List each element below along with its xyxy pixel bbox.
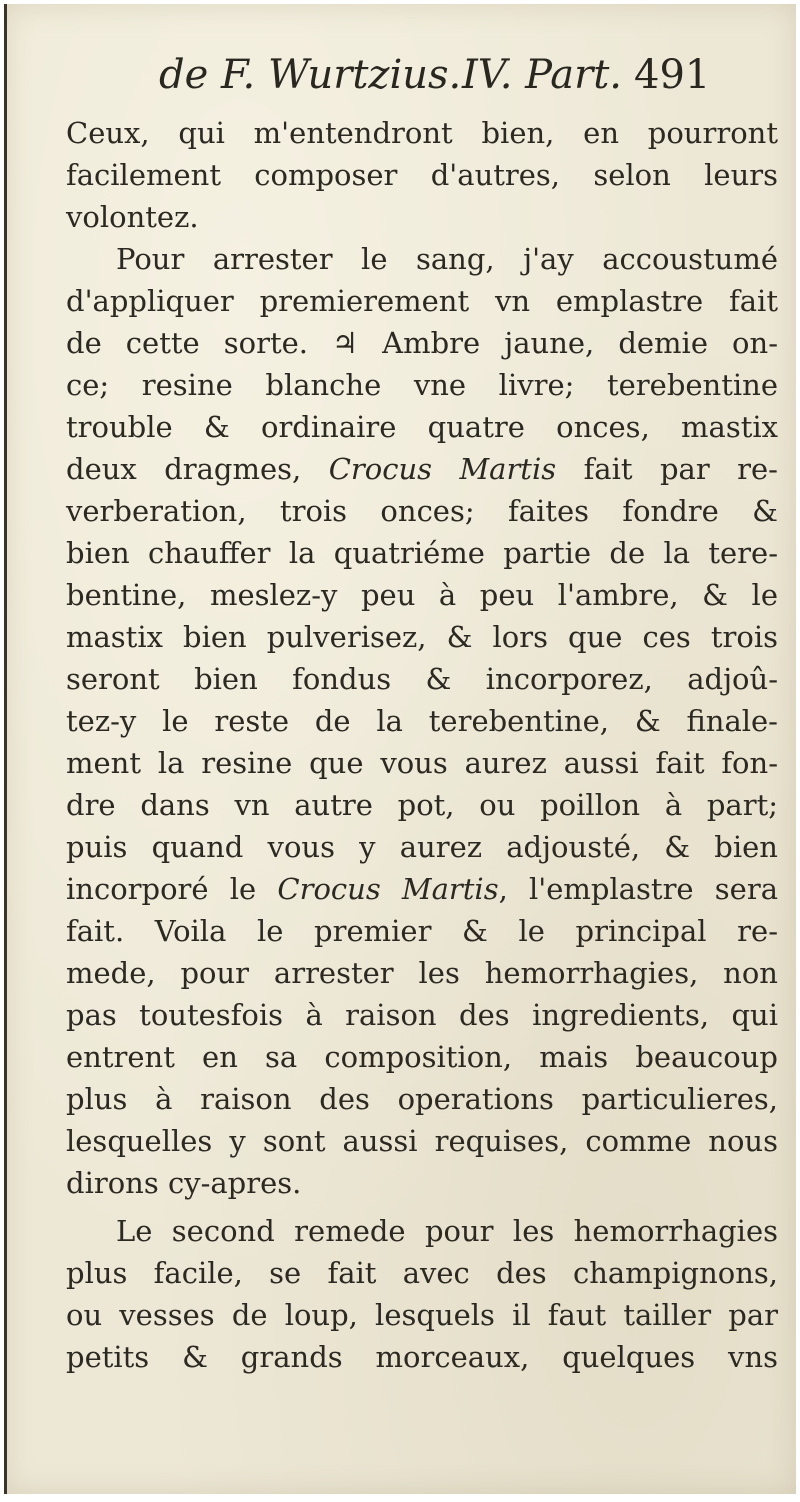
text-line: plus facile, se fait avec des champignons, xyxy=(66,1256,778,1290)
text-line: tez-y le reste de la terebentine, & finale- xyxy=(66,704,778,738)
text-line: puis quand vous y aurez adjousté, & bien xyxy=(66,830,778,864)
page-edge-shadow xyxy=(4,4,7,1494)
text-line: dirons cy-apres. xyxy=(66,1166,302,1200)
text-line: dre dans vn autre pot, ou poillon à part; xyxy=(66,788,778,822)
latin-term: Crocus Martis xyxy=(328,452,557,486)
body-text xyxy=(66,112,778,1378)
text-line: bien chauffer la quatriéme partie de la tere- xyxy=(66,536,778,570)
text-line: mastix bien pulverisez, & lors que ces trois xyxy=(66,620,778,654)
latin-term: Crocus Martis xyxy=(277,872,499,906)
text-line: Le second remede pour les hemorrhagies xyxy=(116,1214,778,1248)
text-line: volontez. xyxy=(66,200,199,234)
text-line: ou vesses de loup, lesquels il faut tailler par xyxy=(66,1298,778,1332)
text-line: Ceux, qui m'entendront bien, en pourront xyxy=(66,116,778,150)
text-line: fait. Voila le premier & le principal re- xyxy=(66,914,778,948)
text-line: petits & grands morceaux, quelques vns xyxy=(66,1340,778,1374)
text-line: seront bien fondus & incorporez, adjoû- xyxy=(66,662,778,696)
text-line: lesquelles y sont aussi requises, comme nous xyxy=(66,1124,778,1158)
text-line: verberation, trois onces; faites fondre & xyxy=(66,494,778,528)
text-line: ce; resine blanche vne livre; terebentine xyxy=(66,368,778,402)
text-line: incorporé le Crocus Martis, l'emplastre sera xyxy=(66,872,778,906)
running-head-title: de F. Wurtzius. xyxy=(159,52,462,98)
text-line: Pour arrester le sang, j'ay accoustumé xyxy=(116,242,778,276)
text-line: facilement composer d'autres, selon leurs xyxy=(66,158,778,192)
page-number: 491 xyxy=(634,52,711,98)
text-line: mede, pour arrester les hemorrhagies, non xyxy=(66,956,778,990)
text-line: pas toutesfois à raison des ingredients, qui xyxy=(66,998,778,1032)
text-line: plus à raison des operations particulieres, xyxy=(66,1082,778,1116)
book-page xyxy=(4,4,796,1494)
running-head xyxy=(159,52,784,112)
text-line: ment la resine que vous aurez aussi fait fon- xyxy=(66,746,778,780)
running-head-part: IV. Part. xyxy=(462,52,622,98)
text-line: trouble & ordinaire quatre onces, mastix xyxy=(66,410,778,444)
text-line: entrent en sa composition, mais beaucoup xyxy=(66,1040,778,1074)
text-line: bentine, meslez-y peu à peu l'ambre, & le xyxy=(66,578,778,612)
text-line: deux dragmes, Crocus Martis fait par re- xyxy=(66,452,778,486)
text-line: de cette sorte. ♃ Ambre jaune, demie on- xyxy=(66,326,778,360)
text-line: d'appliquer premierement vn emplastre fait xyxy=(66,284,778,318)
